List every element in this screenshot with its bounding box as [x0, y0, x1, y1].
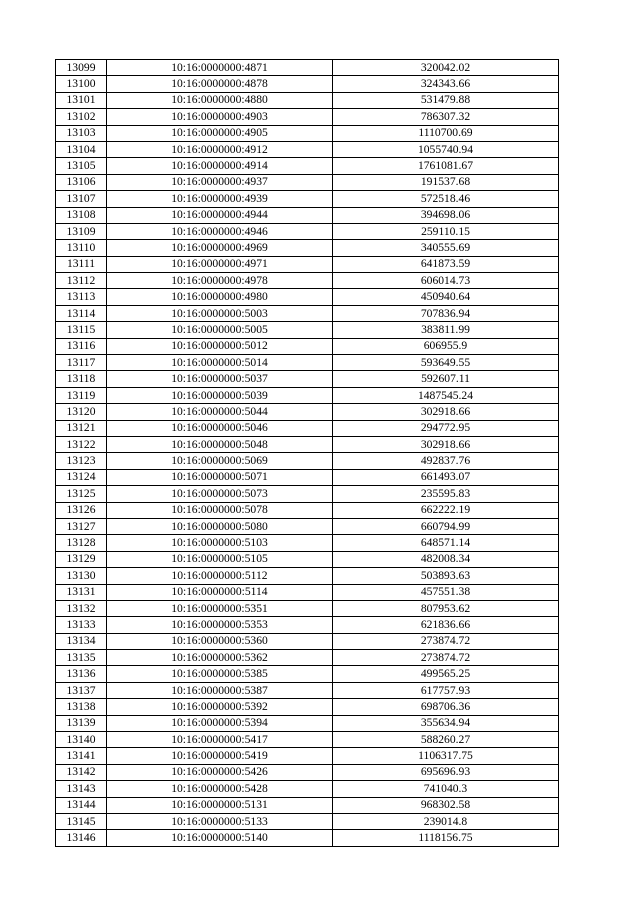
- cadastral-number-cell: 10:16:0000000:5112: [107, 568, 333, 584]
- row-number-cell: 13128: [56, 535, 107, 551]
- value-cell: 499565.25: [333, 666, 559, 682]
- row-number-cell: 13141: [56, 748, 107, 764]
- table-row: [56, 158, 559, 174]
- value-cell: 606014.73: [333, 273, 559, 289]
- value-cell: 698706.36: [333, 699, 559, 715]
- value-cell: 191537.68: [333, 174, 559, 190]
- cadastral-number-cell: 10:16:0000000:5131: [107, 797, 333, 813]
- row-number-cell: 13115: [56, 322, 107, 338]
- row-number-cell: 13118: [56, 371, 107, 387]
- table-row: [56, 371, 559, 387]
- row-number-cell: 13099: [56, 60, 107, 76]
- table-body: [56, 60, 559, 847]
- row-number-cell: 13129: [56, 551, 107, 567]
- table-row: [56, 486, 559, 502]
- value-cell: 492837.76: [333, 453, 559, 469]
- value-cell: 592607.11: [333, 371, 559, 387]
- value-cell: 482008.34: [333, 551, 559, 567]
- cadastral-number-cell: 10:16:0000000:4914: [107, 158, 333, 174]
- cadastral-number-cell: 10:16:0000000:5080: [107, 518, 333, 534]
- cadastral-number-cell: 10:16:0000000:4944: [107, 207, 333, 223]
- cadastral-number-cell: 10:16:0000000:5140: [107, 830, 333, 846]
- table-row: [56, 191, 559, 207]
- cadastral-number-cell: 10:16:0000000:5037: [107, 371, 333, 387]
- cadastral-number-cell: 10:16:0000000:5417: [107, 732, 333, 748]
- cadastral-number-cell: 10:16:0000000:5071: [107, 469, 333, 485]
- row-number-cell: 13145: [56, 813, 107, 829]
- value-cell: 383811.99: [333, 322, 559, 338]
- table-row: [56, 617, 559, 633]
- cadastral-number-cell: 10:16:0000000:5387: [107, 682, 333, 698]
- cadastral-number-cell: 10:16:0000000:5012: [107, 338, 333, 354]
- table-row: [56, 322, 559, 338]
- row-number-cell: 13140: [56, 732, 107, 748]
- value-cell: 394698.06: [333, 207, 559, 223]
- value-cell: 235595.83: [333, 486, 559, 502]
- row-number-cell: 13113: [56, 289, 107, 305]
- row-number-cell: 13101: [56, 92, 107, 108]
- table-row: [56, 207, 559, 223]
- row-number-cell: 13122: [56, 436, 107, 452]
- row-number-cell: 13112: [56, 273, 107, 289]
- value-cell: 273874.72: [333, 633, 559, 649]
- table-row: [56, 76, 559, 92]
- value-cell: 457551.38: [333, 584, 559, 600]
- table-row: [56, 256, 559, 272]
- row-number-cell: 13100: [56, 76, 107, 92]
- table-row: [56, 502, 559, 518]
- table-row: [56, 469, 559, 485]
- value-cell: 531479.88: [333, 92, 559, 108]
- table-row: [56, 732, 559, 748]
- row-number-cell: 13124: [56, 469, 107, 485]
- table-row: [56, 781, 559, 797]
- value-cell: 1110700.69: [333, 125, 559, 141]
- cadastral-number-cell: 10:16:0000000:4871: [107, 60, 333, 76]
- table-row: [56, 682, 559, 698]
- cadastral-number-cell: 10:16:0000000:5351: [107, 600, 333, 616]
- cadastral-number-cell: 10:16:0000000:5103: [107, 535, 333, 551]
- row-number-cell: 13117: [56, 355, 107, 371]
- value-cell: 641873.59: [333, 256, 559, 272]
- cadastral-number-cell: 10:16:0000000:5069: [107, 453, 333, 469]
- cadastral-number-cell: 10:16:0000000:4937: [107, 174, 333, 190]
- row-number-cell: 13138: [56, 699, 107, 715]
- cadastral-number-cell: 10:16:0000000:5360: [107, 633, 333, 649]
- value-cell: 355634.94: [333, 715, 559, 731]
- row-number-cell: 13102: [56, 109, 107, 125]
- value-cell: 660794.99: [333, 518, 559, 534]
- value-cell: 324343.66: [333, 76, 559, 92]
- table-row: [56, 60, 559, 76]
- value-cell: 1487545.24: [333, 387, 559, 403]
- table-row: [56, 338, 559, 354]
- row-number-cell: 13126: [56, 502, 107, 518]
- cadastral-number-cell: 10:16:0000000:4969: [107, 240, 333, 256]
- row-number-cell: 13131: [56, 584, 107, 600]
- value-cell: 807953.62: [333, 600, 559, 616]
- row-number-cell: 13139: [56, 715, 107, 731]
- cadastral-number-cell: 10:16:0000000:5133: [107, 813, 333, 829]
- table-row: [56, 830, 559, 846]
- table-row: [56, 764, 559, 780]
- cadastral-number-cell: 10:16:0000000:5105: [107, 551, 333, 567]
- value-cell: 786307.32: [333, 109, 559, 125]
- value-cell: 741040.3: [333, 781, 559, 797]
- row-number-cell: 13120: [56, 404, 107, 420]
- value-cell: 320042.02: [333, 60, 559, 76]
- value-cell: 1761081.67: [333, 158, 559, 174]
- row-number-cell: 13125: [56, 486, 107, 502]
- cadastral-number-cell: 10:16:0000000:4903: [107, 109, 333, 125]
- table-row: [56, 92, 559, 108]
- table-row: [56, 568, 559, 584]
- table-row: [56, 355, 559, 371]
- table-row: [56, 141, 559, 157]
- value-cell: 593649.55: [333, 355, 559, 371]
- row-number-cell: 13130: [56, 568, 107, 584]
- row-number-cell: 13134: [56, 633, 107, 649]
- value-cell: 1106317.75: [333, 748, 559, 764]
- row-number-cell: 13116: [56, 338, 107, 354]
- table-row: [56, 666, 559, 682]
- cadastral-number-cell: 10:16:0000000:4971: [107, 256, 333, 272]
- value-cell: 1118156.75: [333, 830, 559, 846]
- cadastral-number-cell: 10:16:0000000:4905: [107, 125, 333, 141]
- cadastral-number-cell: 10:16:0000000:5353: [107, 617, 333, 633]
- cadastral-number-cell: 10:16:0000000:5014: [107, 355, 333, 371]
- table-row: [56, 584, 559, 600]
- table-row: [56, 551, 559, 567]
- value-cell: 606955.9: [333, 338, 559, 354]
- row-number-cell: 13132: [56, 600, 107, 616]
- table-row: [56, 174, 559, 190]
- row-number-cell: 13103: [56, 125, 107, 141]
- cadastral-number-cell: 10:16:0000000:5426: [107, 764, 333, 780]
- cadastral-number-cell: 10:16:0000000:5392: [107, 699, 333, 715]
- cadastral-number-cell: 10:16:0000000:5394: [107, 715, 333, 731]
- row-number-cell: 13119: [56, 387, 107, 403]
- row-number-cell: 13106: [56, 174, 107, 190]
- row-number-cell: 13137: [56, 682, 107, 698]
- table-row: [56, 518, 559, 534]
- table-row: [56, 289, 559, 305]
- cadastral-number-cell: 10:16:0000000:5039: [107, 387, 333, 403]
- value-cell: 662222.19: [333, 502, 559, 518]
- value-cell: 302918.66: [333, 404, 559, 420]
- value-cell: 617757.93: [333, 682, 559, 698]
- table-row: [56, 223, 559, 239]
- row-number-cell: 13104: [56, 141, 107, 157]
- row-number-cell: 13127: [56, 518, 107, 534]
- row-number-cell: 13105: [56, 158, 107, 174]
- row-number-cell: 13133: [56, 617, 107, 633]
- cadastral-number-cell: 10:16:0000000:5362: [107, 650, 333, 666]
- table-row: [56, 240, 559, 256]
- cadastral-number-cell: 10:16:0000000:4880: [107, 92, 333, 108]
- cadastral-number-cell: 10:16:0000000:4946: [107, 223, 333, 239]
- table-row: [56, 305, 559, 321]
- value-cell: 572518.46: [333, 191, 559, 207]
- value-cell: 661493.07: [333, 469, 559, 485]
- cadastral-number-cell: 10:16:0000000:5073: [107, 486, 333, 502]
- value-cell: 273874.72: [333, 650, 559, 666]
- cadastral-number-cell: 10:16:0000000:5419: [107, 748, 333, 764]
- cadastral-number-cell: 10:16:0000000:4939: [107, 191, 333, 207]
- table-row: [56, 699, 559, 715]
- row-number-cell: 13110: [56, 240, 107, 256]
- value-cell: 294772.95: [333, 420, 559, 436]
- row-number-cell: 13111: [56, 256, 107, 272]
- value-cell: 259110.15: [333, 223, 559, 239]
- value-cell: 695696.93: [333, 764, 559, 780]
- table-row: [56, 125, 559, 141]
- table-row: [56, 436, 559, 452]
- value-cell: 340555.69: [333, 240, 559, 256]
- cadastral-number-cell: 10:16:0000000:5048: [107, 436, 333, 452]
- table-row: [56, 650, 559, 666]
- cadastral-number-cell: 10:16:0000000:4978: [107, 273, 333, 289]
- cadastral-number-cell: 10:16:0000000:5114: [107, 584, 333, 600]
- value-cell: 621836.66: [333, 617, 559, 633]
- row-number-cell: 13108: [56, 207, 107, 223]
- row-number-cell: 13135: [56, 650, 107, 666]
- row-number-cell: 13142: [56, 764, 107, 780]
- cadastral-number-cell: 10:16:0000000:4980: [107, 289, 333, 305]
- table-row: [56, 535, 559, 551]
- row-number-cell: 13114: [56, 305, 107, 321]
- value-cell: 1055740.94: [333, 141, 559, 157]
- row-number-cell: 13123: [56, 453, 107, 469]
- table-row: [56, 109, 559, 125]
- value-cell: 707836.94: [333, 305, 559, 321]
- value-cell: 588260.27: [333, 732, 559, 748]
- row-number-cell: 13143: [56, 781, 107, 797]
- value-cell: 239014.8: [333, 813, 559, 829]
- cadastral-number-cell: 10:16:0000000:5385: [107, 666, 333, 682]
- row-number-cell: 13144: [56, 797, 107, 813]
- table-row: [56, 748, 559, 764]
- cadastral-number-cell: 10:16:0000000:5005: [107, 322, 333, 338]
- value-cell: 968302.58: [333, 797, 559, 813]
- value-cell: 648571.14: [333, 535, 559, 551]
- row-number-cell: 13121: [56, 420, 107, 436]
- row-number-cell: 13146: [56, 830, 107, 846]
- value-cell: 450940.64: [333, 289, 559, 305]
- table-row: [56, 813, 559, 829]
- cadastral-number-cell: 10:16:0000000:5046: [107, 420, 333, 436]
- value-cell: 503893.63: [333, 568, 559, 584]
- table-row: [56, 420, 559, 436]
- cadastral-number-cell: 10:16:0000000:4878: [107, 76, 333, 92]
- cadastral-number-cell: 10:16:0000000:5003: [107, 305, 333, 321]
- table-row: [56, 600, 559, 616]
- row-number-cell: 13109: [56, 223, 107, 239]
- table-row: [56, 273, 559, 289]
- table-row: [56, 633, 559, 649]
- table-row: [56, 797, 559, 813]
- cadastral-number-cell: 10:16:0000000:4912: [107, 141, 333, 157]
- value-cell: 302918.66: [333, 436, 559, 452]
- row-number-cell: 13136: [56, 666, 107, 682]
- table-row: [56, 404, 559, 420]
- cadastral-number-cell: 10:16:0000000:5428: [107, 781, 333, 797]
- cadastral-number-cell: 10:16:0000000:5078: [107, 502, 333, 518]
- table-row: [56, 715, 559, 731]
- cadastral-value-table: [55, 59, 559, 847]
- table-row: [56, 453, 559, 469]
- table-row: [56, 387, 559, 403]
- cadastral-number-cell: 10:16:0000000:5044: [107, 404, 333, 420]
- row-number-cell: 13107: [56, 191, 107, 207]
